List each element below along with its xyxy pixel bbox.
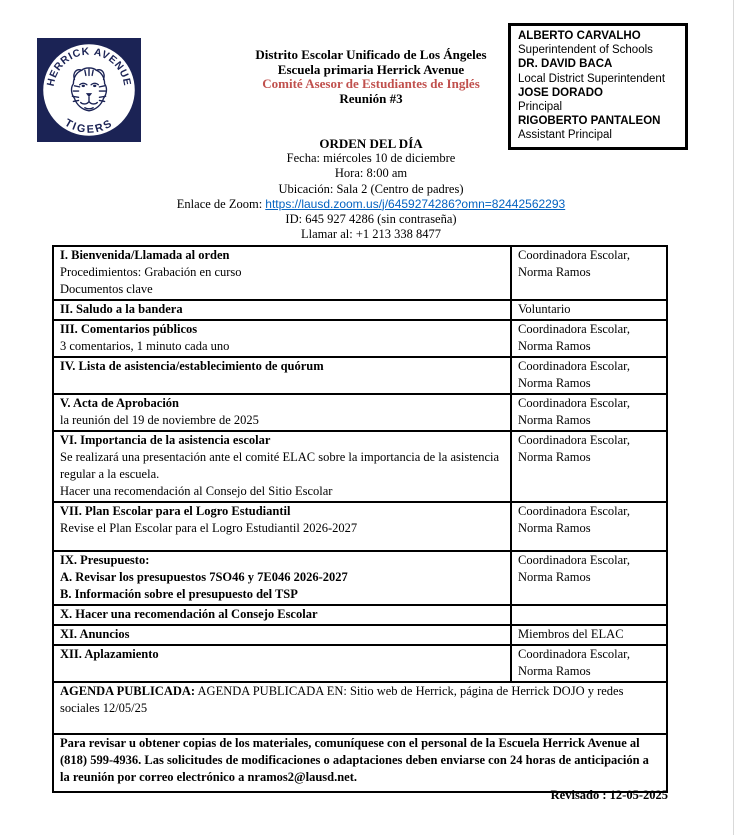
agenda-title: ORDEN DEL DÍA <box>319 136 423 151</box>
agenda-item-detail: Procedimientos: Grabación en curso <box>60 265 242 279</box>
agenda-row-8 <box>54 550 666 604</box>
school-name: Escuela primaria Herrick Avenue <box>277 61 465 77</box>
official-name: JOSE DORADO <box>518 86 603 99</box>
agenda-item-detail: Hacer una recomendación al Consejo del Sitio Escolar <box>60 484 333 498</box>
agenda-item-detail: Documentos clave <box>60 282 153 296</box>
agenda-presenter: Coordinadora Escolar, Norma Ramos <box>518 504 630 535</box>
published-label: AGENDA PUBLICADA: <box>60 684 196 698</box>
agenda-row-6 <box>54 430 666 501</box>
official-title: Local District Superintendent <box>518 72 666 85</box>
agenda-row-4 <box>54 356 666 393</box>
meeting-date: Fecha: miércoles 10 de diciembre <box>286 151 456 166</box>
contact-note: Para revisar u obtener copias de los materiales, comuníquese con el personal de la Escuela Herrick Avenue al (818) 599-4936. Las solicitudes de modificaciones o adaptaciones deben enviarse con 24 horas de anticipación a la reunión por correo electrónico a nramos2@lausd.net. <box>60 736 649 784</box>
agenda-row-9 <box>54 604 666 624</box>
agenda-item-title: II. Saludo a la bandera <box>60 302 183 316</box>
agenda-presenter: Coordinadora Escolar, Norma Ramos <box>518 248 630 279</box>
meeting-location: Ubicación: Sala 2 (Centro de padres) <box>278 181 464 196</box>
agenda-item-title: IX. Presupuesto: <box>60 553 150 567</box>
agenda-presenter: Coordinadora Escolar, Norma Ramos <box>518 359 630 390</box>
official-title: Superintendent of Schools <box>518 44 653 57</box>
zoom-link-line <box>0 197 742 212</box>
contact-note-row <box>54 733 666 791</box>
agenda-table <box>52 245 668 793</box>
official-name: DR. DAVID BACA <box>518 58 613 71</box>
official-title: Assistant Principal <box>518 129 612 142</box>
agenda-row-2 <box>54 299 666 319</box>
revised-date: Revisado : 12-05-2025 <box>550 788 668 802</box>
agenda-presenter: Coordinadora Escolar, Norma Ramos <box>518 396 630 427</box>
agenda-presenter: Coordinadora Escolar, Norma Ramos <box>518 433 630 464</box>
agenda-item-title: XI. Anuncios <box>60 627 130 641</box>
agenda-item-title: X. Hacer una recomendación al Consejo Escolar <box>60 607 318 621</box>
agenda-item-title: IV. Lista de asistencia/establecimiento de quórum <box>60 359 324 373</box>
agenda-row-7 <box>54 501 666 550</box>
agenda-item-detail: 3 comentarios, 1 minuto cada uno <box>60 339 230 353</box>
agenda-row-3 <box>54 319 666 356</box>
agenda-item-detail: Revise el Plan Escolar para el Logro Estudiantil 2026-2027 <box>60 521 358 535</box>
officials-box <box>508 23 688 150</box>
agenda-item-detail: Se realizará una presentación ante el comité ELAC sobre la importancia de la asistencia regular a la escuela. <box>60 450 500 481</box>
agenda-item-title: I. Bienvenida/Llamada al orden <box>60 248 230 262</box>
logo-arc-top-text: HERRICK AVENUE <box>45 46 133 88</box>
agenda-item-title: VII. Plan Escolar para el Logro Estudiantil <box>60 504 291 518</box>
agenda-presenter: Coordinadora Escolar, Norma Ramos <box>518 322 630 353</box>
agenda-item-title: V. Acta de Aprobación <box>60 396 180 410</box>
meeting-id: ID: 645 927 4286 (sin contraseña) <box>285 212 457 227</box>
meeting-number: Reunión #3 <box>339 90 403 106</box>
agenda-presenter: Coordinadora Escolar, Norma Ramos <box>518 553 630 584</box>
agenda-presenter: Miembros del ELAC <box>518 627 624 641</box>
logo-arc-bottom-text: TIGERS <box>62 117 116 136</box>
meeting-info <box>0 136 742 242</box>
agenda-item-title: III. Comentarios públicos <box>60 322 198 336</box>
agenda-item-title: XII. Aplazamiento <box>60 647 159 661</box>
agenda-presenter <box>512 606 666 624</box>
committee-name: Comité Asesor de Estudiantes de Inglés <box>262 76 480 91</box>
agenda-row-5 <box>54 393 666 430</box>
agenda-row-11 <box>54 644 666 681</box>
agenda-presenter: Coordinadora Escolar, Norma Ramos <box>518 647 630 678</box>
official-title: Principal <box>518 101 563 114</box>
published-text: AGENDA PUBLICADA EN: Sitio web de Herrick, página de Herrick DOJO y redes sociales 12/05/25 <box>60 684 624 715</box>
official-name: ALBERTO CARVALHO <box>518 30 641 42</box>
agenda-row-1 <box>54 247 666 299</box>
district-name: Distrito Escolar Unificado de Los Ángeles <box>255 47 487 62</box>
official-name: RIGOBERTO PANTALEON <box>518 115 661 128</box>
agenda-row-10 <box>54 624 666 644</box>
meeting-time: Hora: 8:00 am <box>334 166 408 181</box>
dial-in-number: Llamar al: +1 213 338 8477 <box>300 227 441 242</box>
zoom-link[interactable]: https://lausd.zoom.us/j/6459274286?omn=82442562293 <box>265 196 566 211</box>
agenda-presenter: Voluntario <box>518 302 571 316</box>
page-edge-divider <box>733 0 734 835</box>
agenda-published-row <box>54 681 666 733</box>
agenda-item-title: VI. Importancia de la asistencia escolar <box>60 433 271 447</box>
agenda-item-detail: A. Revisar los presupuestos 7SO46 y 7E046 2026-2027 <box>60 570 348 584</box>
agenda-item-detail: la reunión del 19 de noviembre de 2025 <box>60 413 259 427</box>
zoom-link-label: Enlace de Zoom: <box>176 196 266 211</box>
agenda-item-detail: B. Información sobre el presupuesto del TSP <box>60 587 298 601</box>
